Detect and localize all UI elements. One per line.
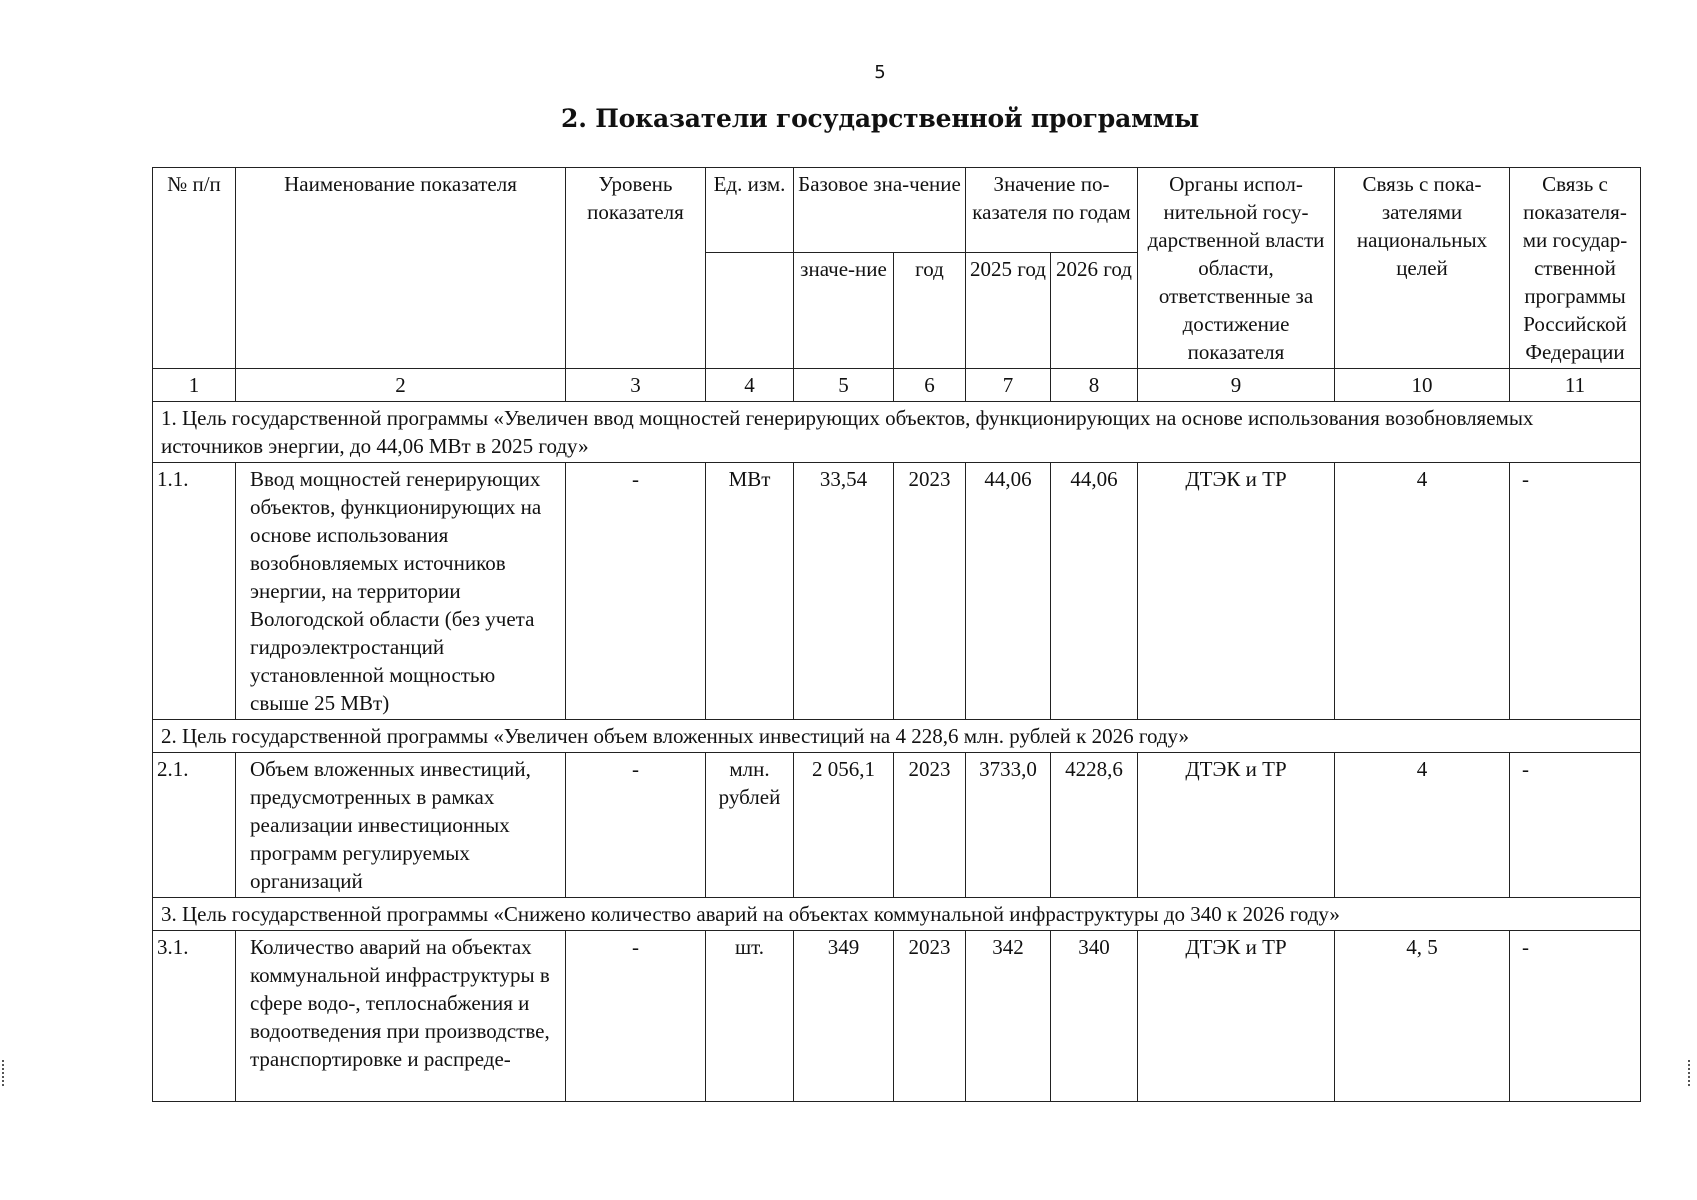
header-number: № п/п: [153, 168, 236, 369]
column-number: 6: [894, 369, 966, 402]
goal-title: 2. Цель государственной программы «Увеличен объем вложенных инвестиций на 4 228,6 млн. рублей к 2026 году»: [153, 720, 1641, 753]
header-base-year-sub: год: [894, 253, 966, 369]
section-title: 2. Показатели государственной программы: [561, 104, 1199, 133]
indicator-number: 2.1.: [153, 753, 236, 898]
indicator-base-year: 2023: [894, 463, 966, 720]
column-number: 7: [966, 369, 1051, 402]
header-authority: Органы испол-нительной госу-дарственной власти области, ответственные за достижение показателя: [1138, 168, 1335, 369]
header-values-by-year: Значение по-казателя по годам: [966, 168, 1138, 253]
indicator-unit: МВт: [706, 463, 794, 720]
indicator-value-2026: 340: [1051, 931, 1138, 1102]
indicator-base-year: 2023: [894, 931, 966, 1102]
header-base-value-sub: значе-ние: [794, 253, 894, 369]
goal-title: 3. Цель государственной программы «Снижено количество аварий на объектах коммунальной инфраструктуры до 340 к 2026 году»: [153, 898, 1641, 931]
indicators-table: [152, 167, 1641, 1102]
header-rf-program: Связь с показателя-ми государ-ственной программы Российской Федерации: [1510, 168, 1641, 369]
goal-title: 1. Цель государственной программы «Увеличен ввод мощностей генерирующих объектов, функционирующих на основе использования возобновляемых источников энергии, до 44,06 МВт в 2025 году»: [153, 402, 1641, 463]
indicator-national-goals: 4, 5: [1335, 931, 1510, 1102]
indicator-national-goals: 4: [1335, 753, 1510, 898]
header-unit-sub: [706, 253, 794, 369]
indicator-authority: ДТЭК и ТР: [1138, 931, 1335, 1102]
indicator-unit: шт.: [706, 931, 794, 1102]
header-row-1: [153, 168, 1641, 253]
header-unit: Ед. изм.: [706, 168, 794, 253]
indicator-rf-program: -: [1510, 753, 1641, 898]
column-number: 3: [566, 369, 706, 402]
indicator-row: [153, 463, 1641, 720]
goal-row: [153, 720, 1641, 753]
indicator-rf-program: -: [1510, 931, 1641, 1102]
indicator-name: Количество аварий на объектах коммунальной инфраструктуры в сфере водо-, теплоснабжения и водоотведения при производстве, транспортировке и распреде-: [236, 931, 566, 1102]
column-number: 4: [706, 369, 794, 402]
indicator-name: Объем вложенных инвестиций, предусмотренных в рамках реализации инвестиционных программ регулируемых организаций: [236, 753, 566, 898]
indicator-name: Ввод мощностей генерирующих объектов, функционирующих на основе использования возобновляемых источников энергии, на территории Вологодской области (без учета гидроэлектростанций установленной мощностью свыше 25 МВт): [236, 463, 566, 720]
indicator-number: 3.1.: [153, 931, 236, 1102]
indicator-base-value: 2 056,1: [794, 753, 894, 898]
header-year-2026: 2026 год: [1051, 253, 1138, 369]
indicator-value-2025: 44,06: [966, 463, 1051, 720]
goal-row: [153, 898, 1641, 931]
header-year-2025: 2025 год: [966, 253, 1051, 369]
indicator-value-2026: 4228,6: [1051, 753, 1138, 898]
indicator-base-value: 33,54: [794, 463, 894, 720]
indicator-base-value: 349: [794, 931, 894, 1102]
indicator-base-year: 2023: [894, 753, 966, 898]
indicator-unit: млн. рублей: [706, 753, 794, 898]
column-number: 9: [1138, 369, 1335, 402]
indicator-level: -: [566, 931, 706, 1102]
header-base-value: Базовое зна-чение: [794, 168, 966, 253]
indicator-national-goals: 4: [1335, 463, 1510, 720]
column-number: 5: [794, 369, 894, 402]
column-number: 10: [1335, 369, 1510, 402]
column-numbers-row: [153, 369, 1641, 402]
indicator-value-2025: 342: [966, 931, 1051, 1102]
indicator-value-2025: 3733,0: [966, 753, 1051, 898]
page-number: 5: [874, 62, 886, 83]
indicator-value-2026: 44,06: [1051, 463, 1138, 720]
column-number: 2: [236, 369, 566, 402]
header-national-goals: Связь с пока-зателями национальных целей: [1335, 168, 1510, 369]
indicator-row: [153, 753, 1641, 898]
column-number: 8: [1051, 369, 1138, 402]
indicator-number: 1.1.: [153, 463, 236, 720]
indicator-level: -: [566, 753, 706, 898]
header-level: Уровень показателя: [566, 168, 706, 369]
column-number: 1: [153, 369, 236, 402]
indicator-authority: ДТЭК и ТР: [1138, 463, 1335, 720]
indicator-rf-program: -: [1510, 463, 1641, 720]
indicator-level: -: [566, 463, 706, 720]
indicator-row: [153, 931, 1641, 1102]
goal-row: [153, 402, 1641, 463]
scan-edge-mark-left: [2, 1060, 10, 1086]
header-name: Наименование показателя: [236, 168, 566, 369]
indicator-authority: ДТЭК и ТР: [1138, 753, 1335, 898]
scan-edge-mark-right: [1688, 1060, 1696, 1086]
column-number: 11: [1510, 369, 1641, 402]
